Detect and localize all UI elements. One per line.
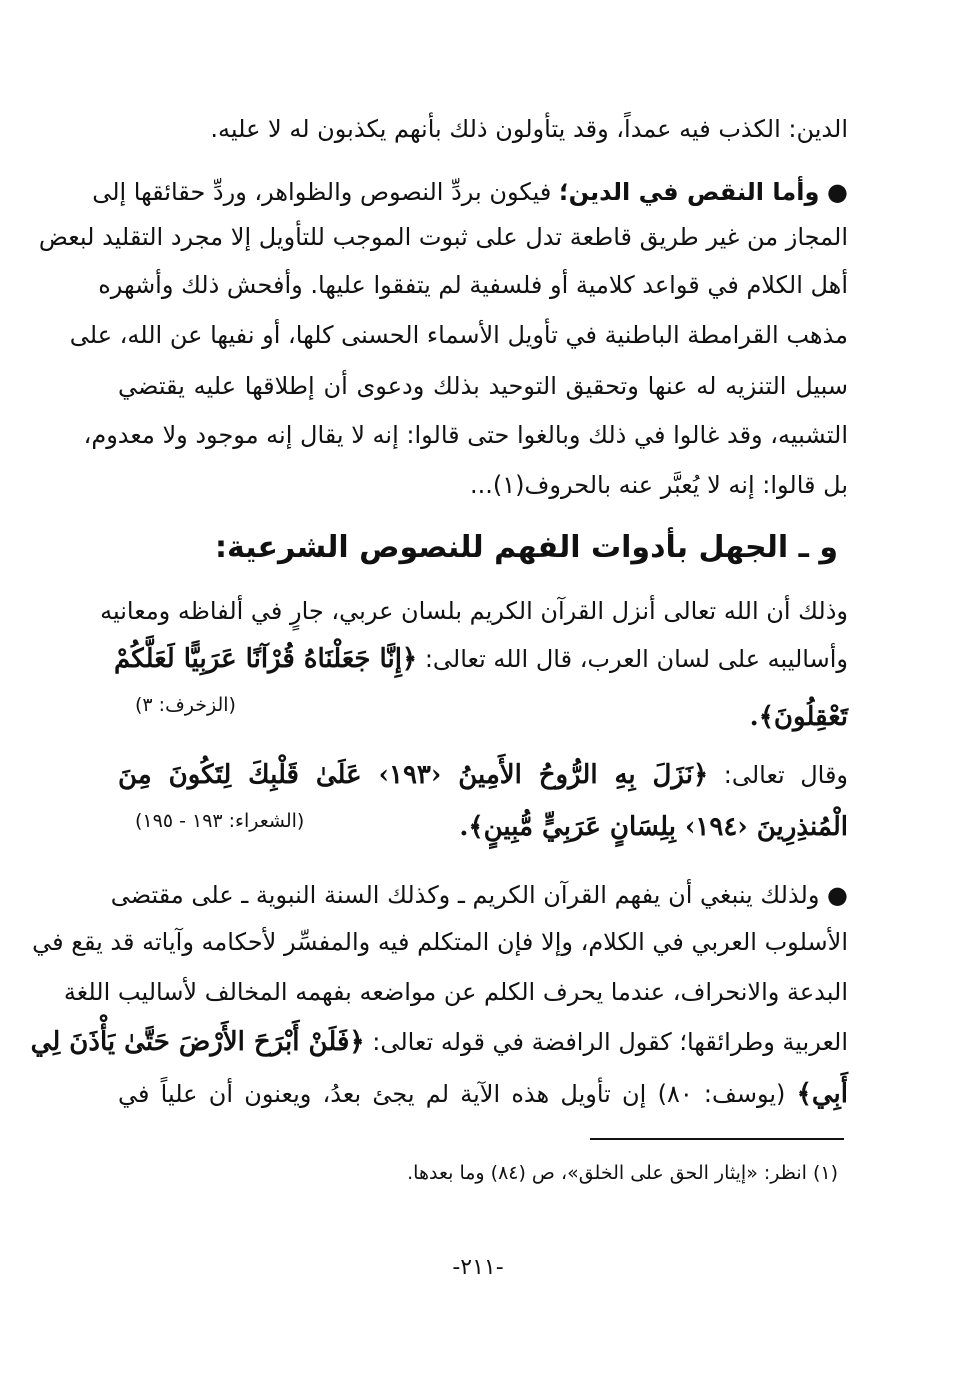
footnote: (١) انظر: «إيثار الحق على الخلق»، ص (٨٤) وما بعدها. <box>407 1162 838 1184</box>
text-line-17: العربية وطرائقها؛ كقول الرافضة في قوله تعالى: ﴿فَلَنْ أَبْرَحَ الأَرْضَ حَتَّىٰ يَأْذَنَ لِي <box>30 1027 848 1057</box>
bullet-icon-2: ● <box>827 881 848 909</box>
verse-zukhruf-b: تَعْقِلُونَ﴾. <box>749 702 848 732</box>
verse-shuara-a: ﴿نَزَلَ بِهِ الرُّوحُ الأَمِينُ ‹١٩٣› عَلَىٰ قَلْبِكَ لِتَكُونَ مِنَ <box>118 760 709 790</box>
text-line-18: أَبِي﴾ (يوسف: ٨٠) إن تأويل هذه الآية لم يجئ بعدُ، ويعنون أن علياً في <box>118 1079 849 1109</box>
ref-zukhruf: (الزخرف: ٣) <box>135 694 236 716</box>
verse-shuara-b: الْمُنذِرِينَ ‹١٩٤› بِلِسَانٍ عَرَبِيٍّ مُّبِينٍ﴾. <box>459 812 848 842</box>
text-line-6: سبيل التنزيه له عنها وتحقيق التوحيد بذلك ودعوى أن إطلاقها عليه يقتضي <box>118 372 848 400</box>
text-line-7: التشبيه، وقد غالوا في ذلك وبالغوا حتى قالوا: إنه لا يقال إنه موجود ولا معدوم، <box>83 421 848 449</box>
verse-yusuf-a: ﴿فَلَنْ أَبْرَحَ الأَرْضَ حَتَّىٰ يَأْذَنَ لِي <box>30 1027 365 1057</box>
ref-shuara: (الشعراء: ١٩٣ - ١٩٥) <box>135 810 305 832</box>
text-line-8: بل قالوا: إنه لا يُعبَّر عنه بالحروف(١)... <box>470 471 848 499</box>
section-heading: و ـ الجهل بأدوات الفهم للنصوص الشرعية: <box>215 530 838 565</box>
text-line-4: أهل الكلام في قواعد كلامية أو فلسفية لم يتفقوا عليها. وأفحش ذلك وأشهره <box>98 271 848 299</box>
text-line-1: الدين: الكذب فيه عمداً، وقد يتأولون ذلك بأنهم يكذبون له لا عليه. <box>210 115 848 143</box>
verse-yusuf-b: أَبِي﴾ <box>796 1079 849 1109</box>
text-line-3: المجاز من غير طريق قاطعة تدل على ثبوت الموجب للتأويل إلا مجرد التقليد لبعض <box>38 223 848 251</box>
bullet-icon: ● <box>827 178 848 206</box>
text-line-5: مذهب القرامطة الباطنية في تأويل الأسماء الحسنى كلها، أو نفيها عن الله، على <box>69 321 848 349</box>
text-line-9: وذلك أن الله تعالى أنزل القرآن الكريم بلسان عربي، جارٍ في ألفاظه ومعانيه <box>100 597 848 625</box>
bold-lead: وأما النقص في الدين؛ <box>558 178 820 206</box>
verse-zukhruf-a: ﴿إِنَّا جَعَلْنَاهُ قُرْآنًا عَرَبِيًّا لَعَلَّكُمْ <box>113 644 418 674</box>
text-line-14: ● ولذلك ينبغي أن يفهم القرآن الكريم ـ وكذلك السنة النبوية ـ على مقتضى <box>110 881 848 909</box>
text-line-15: الأسلوب العربي في الكلام، وإلا فإن المتكلم فيه والمفسِّر لأحكامه وآياته قد يقع في <box>32 928 848 956</box>
text-line-16: البدعة والانحراف، عندما يحرف الكلم عن مواضعه بفهمه المخالف لأساليب اللغة <box>63 978 848 1006</box>
page-number: -٢١١- <box>452 1255 504 1280</box>
text-line-2: ● وأما النقص في الدين؛ فيكون بردِّ النصوص والظواهر، وردِّ حقائقها إلى <box>92 178 848 206</box>
ref-yusuf: (يوسف: ٨٠) <box>657 1080 786 1108</box>
footnote-divider <box>590 1138 844 1140</box>
text-line-12: وقال تعالى: ﴿نَزَلَ بِهِ الرُّوحُ الأَمِينُ ‹١٩٣› عَلَىٰ قَلْبِكَ لِتَكُونَ مِنَ <box>118 760 849 790</box>
text-line-10: وأساليبه على لسان العرب، قال الله تعالى: ﴿إِنَّا جَعَلْنَاهُ قُرْآنًا عَرَبِيًّا لَعَلَّكُمْ <box>113 644 848 674</box>
